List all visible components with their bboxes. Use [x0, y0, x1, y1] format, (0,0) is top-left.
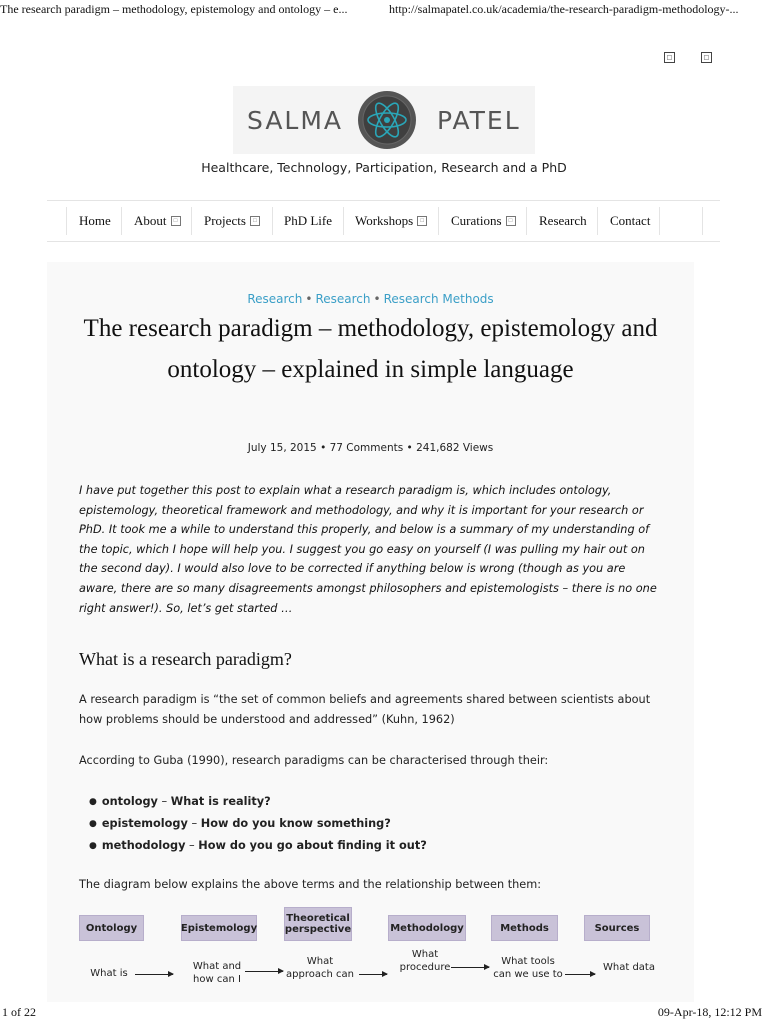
dropdown-icon: □	[250, 216, 260, 226]
print-datetime: 09-Apr-18, 12:12 PM	[657, 1005, 762, 1019]
list-term: epistemology	[101, 816, 188, 830]
diagram-question: What is	[90, 968, 128, 979]
site-tagline: Healthcare, Technology, Participation, Research and a PhD	[201, 160, 567, 175]
main-navigation	[47, 200, 720, 242]
social-icon-2[interactable]: □	[701, 52, 712, 63]
list-term: methodology	[101, 838, 186, 852]
diagram-question: What and how can I	[192, 961, 242, 985]
nav-label: Research	[539, 213, 587, 228]
social-links	[664, 52, 712, 63]
social-icon-1[interactable]: □	[664, 52, 675, 63]
arrow-icon	[245, 971, 283, 972]
diagram-box-theoretical-perspective: Theoretical perspective	[284, 907, 352, 941]
logo-word-first: SALMA	[247, 106, 344, 135]
category-separator: •	[373, 292, 381, 306]
arrow-icon	[451, 967, 489, 968]
nav-label: Projects	[204, 213, 246, 228]
nav-item-phd-life[interactable]	[284, 201, 332, 241]
diagram-box-ontology: Ontology	[79, 915, 144, 941]
list-term: ontology	[101, 795, 158, 808]
nav-divider	[343, 207, 344, 235]
dropdown-icon: □	[171, 216, 181, 226]
list-item: ● methodology – How do you go about finding it out?	[89, 836, 427, 858]
post-categories	[47, 292, 694, 306]
print-header	[0, 0, 768, 20]
category-link[interactable]: Research	[247, 292, 303, 306]
dropdown-icon: □	[506, 216, 516, 226]
post-meta: July 15, 2015 • 77 Comments • 241,682 Views	[247, 442, 494, 454]
nav-divider	[191, 207, 192, 235]
nav-label: PhD Life	[284, 213, 333, 228]
nav-divider	[659, 207, 660, 235]
nav-divider	[702, 207, 703, 235]
diagram-box-methods: Methods	[491, 915, 558, 941]
nav-label: Workshops	[355, 213, 414, 228]
diagram-question: What approach can	[286, 956, 354, 980]
nav-label: Contact	[610, 213, 651, 228]
paragraph-definition: A research paradigm is “the set of common beliefs and agreements shared between scientists about how problems should be understood and addressed” (Kuhn, 1962)	[79, 693, 651, 726]
nav-divider	[526, 207, 527, 235]
nav-label: Home	[79, 213, 111, 228]
section-heading: What is a research paradigm?	[79, 649, 292, 669]
diagram-box-epistemology: Epistemology	[181, 915, 257, 941]
site-logo[interactable]	[233, 86, 535, 154]
nav-divider	[438, 207, 439, 235]
paradigm-diagram	[75, 905, 665, 985]
logo-word-second: PATEL	[437, 106, 521, 135]
nav-item-workshops[interactable]	[355, 201, 427, 241]
nav-item-contact[interactable]	[610, 201, 650, 241]
diagram-box-sources: Sources	[584, 915, 650, 941]
post-title: The research paradigm – methodology, epistemology and ontology – explained in simple language	[83, 315, 658, 383]
list-question: What is reality?	[170, 795, 271, 808]
list-question: How do you go about finding it out?	[198, 838, 427, 852]
arrow-icon	[359, 974, 387, 975]
list-question: How do you know something?	[200, 816, 391, 830]
nav-item-projects[interactable]	[204, 201, 260, 241]
nav-item-about[interactable]	[134, 201, 181, 241]
list-item: ● epistemology – How do you know something?	[89, 814, 427, 836]
paradigm-list	[89, 792, 427, 857]
category-link[interactable]: Research	[315, 292, 371, 306]
atom-icon	[357, 90, 417, 150]
print-footer	[0, 1002, 768, 1024]
nav-item-research[interactable]	[539, 201, 587, 241]
dropdown-icon: □	[417, 216, 427, 226]
nav-divider	[272, 207, 273, 235]
print-page-url[interactable]: http://salmapatel.co.uk/academia/the-research-paradigm-methodology-...	[389, 2, 739, 16]
diagram-question: What data	[603, 962, 655, 973]
category-link[interactable]: Research Methods	[383, 292, 494, 306]
print-page-number: 1 of 22	[2, 1005, 36, 1019]
nav-divider	[121, 207, 122, 235]
arrow-icon	[135, 974, 173, 975]
arrow-icon	[565, 974, 595, 975]
nav-label: Curations	[451, 213, 502, 228]
diagram-question: What tools can we use to	[493, 956, 563, 980]
paragraph-diagram-intro: The diagram below explains the above terms and the relationship between them:	[79, 878, 542, 891]
nav-item-home[interactable]	[79, 201, 111, 241]
list-item: ● ontology – What is reality?	[89, 792, 427, 814]
diagram-box-methodology: Methodology	[388, 915, 466, 941]
nav-divider	[66, 207, 67, 235]
nav-label: About	[134, 213, 167, 228]
category-separator: •	[305, 292, 313, 306]
paragraph-guba: According to Guba (1990), research paradigms can be characterised through their:	[79, 754, 549, 767]
post-intro: I have put together this post to explain what a research paradigm is, which includes ontology, epistemology, theoretical framework and methodology, and why it is important for your research or PhD. It took me a while to understand this properly, and below is a summary of my understanding of the topic, which I hope will help you. I suggest you go easy on yourself (I was pulling my hair out on the second day). I would also love to be corrected if anything below is wrong (though as you are aware, there are so many disagreements amongst philosophers and epistemologists – there is no one right answer!). So, let’s get started …	[79, 484, 657, 615]
nav-divider	[597, 207, 598, 235]
print-page-title: The research paradigm – methodology, epistemology and ontology – e...	[0, 2, 348, 16]
nav-item-curations[interactable]	[451, 201, 516, 241]
article-card	[47, 262, 694, 1002]
diagram-question: What procedure	[399, 949, 451, 973]
